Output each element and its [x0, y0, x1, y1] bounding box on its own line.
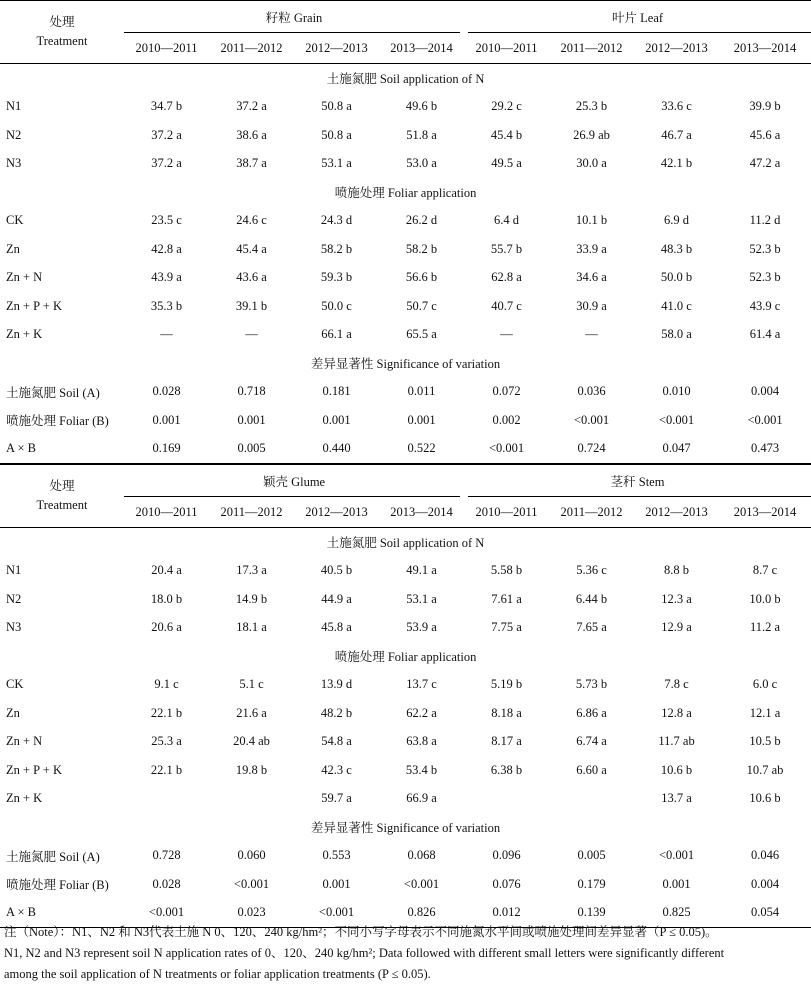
table-cell: 40.5 b	[320, 563, 353, 578]
table-cell: 0.826	[379, 899, 464, 928]
table-cell: 0.054	[719, 899, 811, 928]
table-cell: 33.9 a	[576, 241, 607, 256]
table-cell: 10.1 b	[575, 213, 608, 228]
year-header: 2012—2013	[634, 33, 719, 64]
table-row	[0, 321, 811, 350]
table-cell: 45.4 b	[490, 127, 523, 142]
table-cell: 26.2 d	[405, 213, 438, 228]
table-cell: 0.005	[209, 435, 294, 464]
row-label: N1	[6, 99, 22, 114]
table-row	[0, 378, 811, 407]
table-cell: 62.8 a	[491, 270, 522, 285]
table-cell: 51.8 a	[406, 127, 437, 142]
table-cell: 43.6 a	[236, 270, 267, 285]
table-row	[0, 292, 811, 321]
table-row	[0, 785, 811, 814]
row-label: CK	[6, 213, 24, 228]
table-cell: 52.3 b	[749, 241, 781, 256]
table-cell: 49.6 b	[405, 99, 438, 114]
table-cell: 18.1 a	[236, 620, 267, 635]
table-cell: 0.023	[209, 899, 294, 928]
row-label: Zn + N	[6, 734, 43, 749]
treatment-header-cn: 处理	[49, 15, 75, 29]
table-cell: 0.473	[719, 435, 811, 464]
table-cell: 53.1 a	[406, 591, 437, 606]
section-title-row	[0, 349, 811, 378]
table-cell: 66.9 a	[406, 791, 437, 806]
table-cell: 47.2 a	[749, 156, 781, 171]
table-cell: 24.3 d	[320, 213, 353, 228]
table-cell: 11.2 d	[749, 213, 781, 228]
section-title: 差异显著性 Significance of variation	[310, 821, 501, 836]
section-title: 土施氮肥 Soil application of N	[326, 536, 485, 551]
table-cell: 38.6 a	[236, 127, 267, 142]
table-cell: 0.001	[662, 876, 691, 891]
table-cell: 0.001	[322, 876, 351, 891]
row-label: N1	[6, 563, 22, 578]
table-cell: 10.5 b	[749, 734, 781, 749]
row-label: N2	[6, 591, 22, 606]
table-cell: 13.7 a	[661, 791, 692, 806]
table-row	[0, 842, 811, 871]
year-header: 2010—2011	[124, 33, 209, 64]
row-label: Zn + N	[6, 270, 43, 285]
table-cell: 8.17 a	[491, 734, 522, 749]
table-cell: 5.58 b	[490, 563, 523, 578]
table-cell: 8.18 a	[491, 705, 522, 720]
table-row	[0, 870, 811, 899]
table-cell: 22.1 b	[150, 762, 183, 777]
table-cell: 50.0 b	[660, 270, 693, 285]
year-header: 2013—2014	[719, 33, 811, 64]
table-cell: 13.7 c	[406, 677, 437, 692]
table-cell: <0.001	[124, 899, 209, 928]
table-cell: 7.75 a	[491, 620, 522, 635]
table-cell: 19.8 b	[235, 762, 268, 777]
table-cell: 53.9 a	[406, 620, 437, 635]
table-cell: 5.73 b	[575, 677, 608, 692]
table-cell: 0.002	[492, 412, 521, 427]
header-row-groups	[0, 1, 811, 34]
section-title-row	[0, 178, 811, 207]
table-cell: 0.179	[577, 876, 606, 891]
table-cell: <0.001	[294, 899, 379, 928]
table-cell: 0.522	[379, 435, 464, 464]
section-title-row	[0, 528, 811, 557]
table-cell	[549, 785, 634, 814]
table-cell	[464, 785, 549, 814]
table-cell: 61.4 a	[749, 327, 781, 342]
table-cell: 50.7 c	[406, 298, 437, 313]
table-cell: 35.3 b	[150, 298, 183, 313]
section-title: 喷施处理 Foliar application	[334, 650, 477, 665]
table-cell: 50.8 a	[321, 99, 352, 114]
table-cell: 0.046	[750, 848, 780, 863]
table-cell: 0.825	[634, 899, 719, 928]
table-cell: 25.3 a	[151, 734, 182, 749]
year-header: 2013—2014	[379, 33, 464, 64]
table-cell	[124, 785, 209, 814]
table-cell: 34.6 a	[576, 270, 607, 285]
table-cell: 45.4 a	[236, 241, 267, 256]
table-cell: 0.011	[407, 384, 436, 399]
table-cell: 8.8 b	[664, 563, 690, 578]
table-cell: 53.4 b	[405, 762, 438, 777]
table-row	[0, 150, 811, 179]
table-cell: 42.8 a	[151, 241, 182, 256]
table-cell: 34.7 b	[150, 99, 183, 114]
table-cell: <0.001	[658, 412, 695, 427]
table-cell: 6.74 a	[576, 734, 607, 749]
row-label: Zn + P + K	[6, 762, 62, 777]
table-cell: 37.2 a	[151, 156, 182, 171]
table-cell: 66.1 a	[321, 327, 352, 342]
table-cell: 40.7 c	[491, 298, 522, 313]
table-cell: 6.0 c	[752, 677, 778, 692]
year-header: 2011—2012	[549, 33, 634, 64]
year-header: 2012—2013	[294, 497, 379, 528]
table-cell: 20.4 a	[151, 563, 182, 578]
table-cell: 39.1 b	[235, 298, 268, 313]
year-header: 2011—2012	[209, 497, 294, 528]
table-row	[0, 264, 811, 293]
table-cell: 0.096	[492, 848, 521, 863]
table-cell: 37.2 a	[151, 127, 182, 142]
year-header: 2010—2011	[464, 497, 549, 528]
table-cell: 49.5 a	[491, 156, 522, 171]
table-cell: 7.65 a	[576, 620, 607, 635]
table-cell: 0.139	[549, 899, 634, 928]
table-cell: 43.9 a	[151, 270, 182, 285]
table-cell: 6.38 b	[490, 762, 523, 777]
row-label: Zn	[6, 241, 20, 256]
row-label: Zn + K	[6, 791, 43, 806]
section-title-row	[0, 813, 811, 842]
treatment-header	[0, 465, 124, 528]
year-header: 2013—2014	[379, 497, 464, 528]
group-header-right: 叶片 Leaf	[464, 1, 811, 34]
table-cell: 0.004	[750, 876, 780, 891]
table-cell: 12.3 a	[661, 591, 692, 606]
table-cell: 38.7 a	[236, 156, 267, 171]
section-title: 土施氮肥 Soil application of N	[326, 72, 485, 87]
table-cell: 6.86 a	[576, 705, 607, 720]
table-cell: 59.7 a	[321, 791, 352, 806]
section-title: 喷施处理 Foliar application	[334, 186, 477, 201]
table-cell: 0.001	[322, 412, 351, 427]
table-cell: 46.7 a	[661, 127, 692, 142]
table-cell: 18.0 b	[150, 591, 183, 606]
table-cell: 43.9 c	[749, 298, 781, 313]
table-row	[0, 557, 811, 586]
table-cell: <0.001	[403, 876, 440, 891]
table-cell: 0.028	[152, 876, 181, 891]
table-row	[0, 235, 811, 264]
table-cell: 45.8 a	[321, 620, 352, 635]
table-row	[0, 585, 811, 614]
table-cell: 10.0 b	[749, 591, 781, 606]
table-cell: 55.7 b	[490, 241, 523, 256]
year-header: 2012—2013	[294, 33, 379, 64]
table-cell: 0.072	[492, 384, 521, 399]
year-header: 2011—2012	[549, 497, 634, 528]
table-cell: 0.001	[237, 412, 266, 427]
table-cell: 12.8 a	[661, 705, 692, 720]
table-cell: 42.3 c	[321, 762, 352, 777]
table-cell: 0.004	[750, 384, 780, 399]
table-cell: 0.440	[294, 435, 379, 464]
row-label: 土施氮肥 Soil (A)	[6, 849, 100, 864]
footnote-line-2: N1, N2 and N3 represent soil N application rates of 0、120、240 kg/hm²; Data followed with different small letters were significantly different	[4, 946, 725, 960]
section-title-row	[0, 64, 811, 93]
table-cell: 65.5 a	[406, 327, 437, 342]
table-cell: 0.060	[237, 848, 266, 863]
row-label: A × B	[0, 899, 124, 928]
footnote-line-1: 注（Note）：N1、N2 和 N3代表土施 N 0、120、240 kg/hm²；不同小写字母表示不同施氮水平间或喷施处理间差异显著（P ≤ 0.05)。	[4, 925, 718, 939]
table-cell: 0.010	[662, 384, 691, 399]
year-header: 2010—2011	[464, 33, 549, 64]
table-cell: 5.36 c	[576, 563, 607, 578]
group-header-left: 籽粒 Grain	[124, 1, 464, 34]
group-header-left: 颖壳 Glume	[124, 465, 464, 498]
table-cell: 7.61 a	[491, 591, 522, 606]
table-cell: 0.728	[152, 848, 181, 863]
table-row	[0, 671, 811, 700]
table-cell: 0.028	[152, 384, 181, 399]
row-label: 喷施处理 Foliar (B)	[6, 414, 109, 429]
table-cell: <0.001	[573, 412, 610, 427]
table-cell: —	[500, 327, 513, 342]
table-cell: 23.5 c	[151, 213, 182, 228]
table-cell: 0.005	[577, 848, 606, 863]
row-label: CK	[6, 677, 24, 692]
footnote-line-3: among the soil application of N treatments or foliar application treatments (P ≤ 0.05).	[4, 967, 431, 981]
year-header: 2011—2012	[209, 33, 294, 64]
table-cell: 17.3 a	[236, 563, 267, 578]
table-cell: 48.3 b	[660, 241, 693, 256]
treatment-header-en: Treatment	[36, 34, 88, 48]
table-cell: 0.068	[407, 848, 436, 863]
table-cell: 10.6 b	[749, 791, 781, 806]
table-cell: 0.036	[577, 384, 606, 399]
table-cell: —	[245, 327, 258, 342]
table-cell: 21.6 a	[236, 705, 267, 720]
table-cell: 30.0 a	[576, 156, 607, 171]
table-cell: 0.181	[322, 384, 351, 399]
table-cell: 10.7 ab	[746, 762, 784, 777]
row-label: N3	[6, 156, 22, 171]
table-cell: 20.6 a	[151, 620, 182, 635]
table-cell: 59.3 b	[320, 270, 353, 285]
table-cell: 6.4 d	[494, 213, 520, 228]
table-cell: 42.1 b	[660, 156, 693, 171]
table-row	[0, 614, 811, 643]
table-cell: 58.2 b	[405, 241, 438, 256]
table-cell: 8.7 c	[752, 563, 778, 578]
table-cell: 0.076	[492, 876, 521, 891]
row-label: Zn + K	[6, 327, 43, 342]
section-title: 差异显著性 Significance of variation	[310, 357, 501, 372]
row-label: A × B	[0, 435, 124, 464]
table-cell	[209, 785, 294, 814]
table-cell: 24.6 c	[236, 213, 267, 228]
treatment-header	[0, 1, 124, 64]
table-cell: 50.0 c	[321, 298, 352, 313]
section-title-row	[0, 642, 811, 671]
row-label: Zn + P + K	[6, 298, 62, 313]
table-cell: 11.7 ab	[658, 734, 695, 749]
table-footnote	[4, 922, 809, 985]
table-cell: 0.169	[124, 435, 209, 464]
row-label: Zn	[6, 705, 20, 720]
table-cell: <0.001	[233, 876, 270, 891]
table-cell: 5.1 c	[239, 677, 264, 692]
table-cell: 6.9 d	[664, 213, 690, 228]
table-cell: 56.6 b	[405, 270, 438, 285]
table-cell: 45.6 a	[749, 127, 781, 142]
table-cell: 30.9 a	[576, 298, 607, 313]
table-glume-stem	[0, 464, 811, 928]
table-cell: 52.3 b	[749, 270, 781, 285]
table-cell: 0.553	[322, 848, 351, 863]
row-label: N3	[6, 620, 22, 635]
table-cell: 53.1 a	[321, 156, 352, 171]
table-cell: 54.8 a	[321, 734, 352, 749]
table-cell: 7.8 c	[664, 677, 689, 692]
table-grain-leaf	[0, 0, 811, 464]
table-cell: 41.0 c	[661, 298, 692, 313]
table-cell: 0.001	[152, 412, 181, 427]
table-cell: 22.1 b	[150, 705, 183, 720]
table-cell: 12.9 a	[661, 620, 692, 635]
table-row	[0, 207, 811, 236]
table-cell: 63.8 a	[406, 734, 437, 749]
table-cell: 0.012	[464, 899, 549, 928]
table-cell: 5.19 b	[490, 677, 523, 692]
table-cell: 29.2 c	[491, 99, 522, 114]
row-label: 土施氮肥 Soil (A)	[6, 385, 100, 400]
table-cell: 53.0 a	[406, 156, 437, 171]
table-row	[0, 728, 811, 757]
table-cell: 0.718	[237, 384, 266, 399]
table-row	[0, 406, 811, 435]
table-cell: 25.3 b	[575, 99, 608, 114]
table-cell: 10.6 b	[660, 762, 693, 777]
table-cell: 44.9 a	[321, 591, 352, 606]
table-cell: 0.047	[634, 435, 719, 464]
treatment-header-en: Treatment	[36, 498, 88, 512]
table-cell: 11.2 a	[749, 620, 781, 635]
treatment-header-cn: 处理	[49, 479, 75, 493]
year-header: 2010—2011	[124, 497, 209, 528]
table-cell: 20.4 ab	[233, 734, 270, 749]
year-header: 2012—2013	[634, 497, 719, 528]
table-cell: —	[160, 327, 173, 342]
year-header: 2013—2014	[719, 497, 811, 528]
table-cell: 13.9 d	[320, 677, 353, 692]
table-row	[0, 121, 811, 150]
table-cell: 6.44 b	[575, 591, 608, 606]
header-row-groups	[0, 465, 811, 498]
table-cell: <0.001	[658, 848, 695, 863]
table-cell: <0.001	[747, 412, 783, 427]
table-row	[0, 756, 811, 785]
row-label: N2	[6, 127, 22, 142]
table-row	[0, 699, 811, 728]
table-cell: 58.0 a	[661, 327, 692, 342]
table-cell: 0.724	[549, 435, 634, 464]
table-cell: 58.2 b	[320, 241, 353, 256]
group-header-right: 茎秆 Stem	[464, 465, 811, 498]
table-row	[0, 93, 811, 122]
table-cell: 12.1 a	[749, 705, 781, 720]
table-cell: 14.9 b	[235, 591, 268, 606]
table-cell: 6.60 a	[576, 762, 607, 777]
row-label: 喷施处理 Foliar (B)	[6, 878, 109, 893]
table-cell: <0.001	[464, 435, 549, 464]
table-cell: 33.6 c	[661, 99, 692, 114]
table-cell: 50.8 a	[321, 127, 352, 142]
table-cell: 26.9 ab	[573, 127, 610, 142]
table-cell: 62.2 a	[406, 705, 437, 720]
table-cell: 48.2 b	[320, 705, 353, 720]
table-row	[0, 435, 811, 464]
table-cell: —	[585, 327, 598, 342]
table-cell: 49.1 a	[406, 563, 437, 578]
table-cell: 39.9 b	[749, 99, 781, 114]
table-cell: 0.001	[407, 412, 436, 427]
table-cell: 9.1 c	[154, 677, 179, 692]
table-cell: 37.2 a	[236, 99, 267, 114]
